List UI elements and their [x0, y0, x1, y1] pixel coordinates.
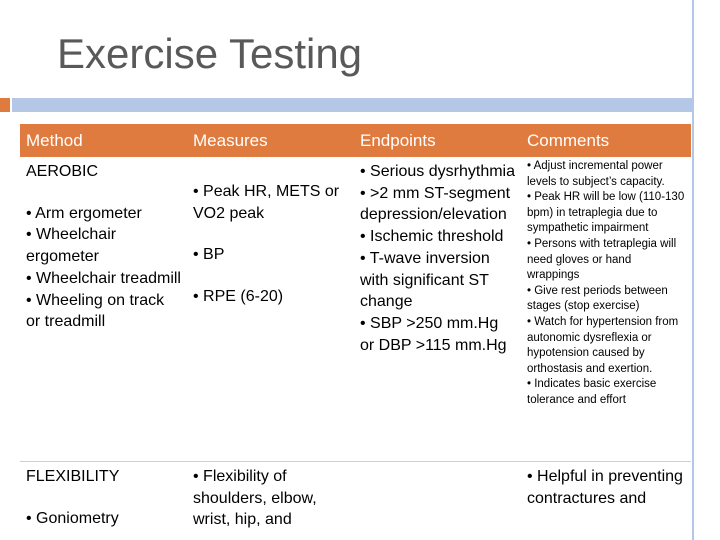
list-item: • RPE (6-20) [193, 288, 284, 306]
endpoints-cell [354, 157, 521, 462]
method-cell [20, 157, 187, 462]
method-cell [20, 462, 187, 532]
list-item: • Peak HR, METS or VO2 peak [193, 183, 340, 222]
list-item: • Goniometry [26, 509, 119, 527]
comments-cell [521, 157, 691, 462]
header-endpoints: Endpoints [354, 124, 521, 157]
list-item: • BP [193, 246, 225, 264]
list-item: • Wheelchair treadmill [26, 269, 181, 287]
list-item: • Flexibility of shoulders, elbow, wrist, hip, and [193, 468, 317, 529]
accent-line [692, 0, 694, 540]
header-comments: Comments [521, 124, 691, 157]
list-item: • Peak HR will be low (110-130 bpm) in tetraplegia due to sympathetic impairment [527, 191, 685, 235]
list-item: • Watch for hypertension from autonomic dysreflexia or hypotension caused by orthostasis and exertion. [527, 315, 679, 375]
table-row [20, 462, 691, 532]
header-measures: Measures [187, 124, 354, 157]
list-item: • Wheeling on track or treadmill [26, 291, 165, 331]
list-item: • Persons with tetraplegia will need gloves or hand wrappings [527, 237, 677, 282]
list-item: • Indicates basic exercise tolerance and effort [527, 378, 657, 406]
accent-block [0, 98, 10, 112]
list-item: • Wheelchair ergometer [26, 226, 117, 266]
measures-cell [187, 462, 354, 532]
list-item: • Adjust incremental power levels to subject’s capacity. [527, 160, 665, 188]
list-item: • Helpful in preventing contractures and [527, 468, 683, 507]
list-item: • Give rest periods between stages (stop exercise) [527, 284, 668, 313]
category-label: AEROBIC [26, 163, 99, 180]
slide-title: Exercise Testing [57, 30, 363, 77]
list-item: • Ischemic threshold [360, 228, 504, 246]
table-header-row [20, 124, 691, 157]
endpoints-cell [354, 462, 521, 532]
list-item: • SBP >250 mm.Hg or DBP >115 mm.Hg [360, 314, 507, 354]
measures-cell [187, 157, 354, 462]
table-row [20, 157, 691, 462]
list-item: • T-wave inversion with significant ST change [360, 249, 490, 311]
list-item: • Serious dysrhythmia [360, 163, 515, 180]
exercise-testing-table [20, 124, 691, 531]
list-item: • >2 mm ST-segment depression/elevation [360, 184, 511, 224]
comments-cell [521, 462, 691, 532]
header-method: Method [20, 124, 187, 157]
list-item: • Arm ergometer [26, 204, 142, 222]
category-label: FLEXIBILITY [26, 468, 120, 485]
accent-bar [12, 98, 692, 112]
